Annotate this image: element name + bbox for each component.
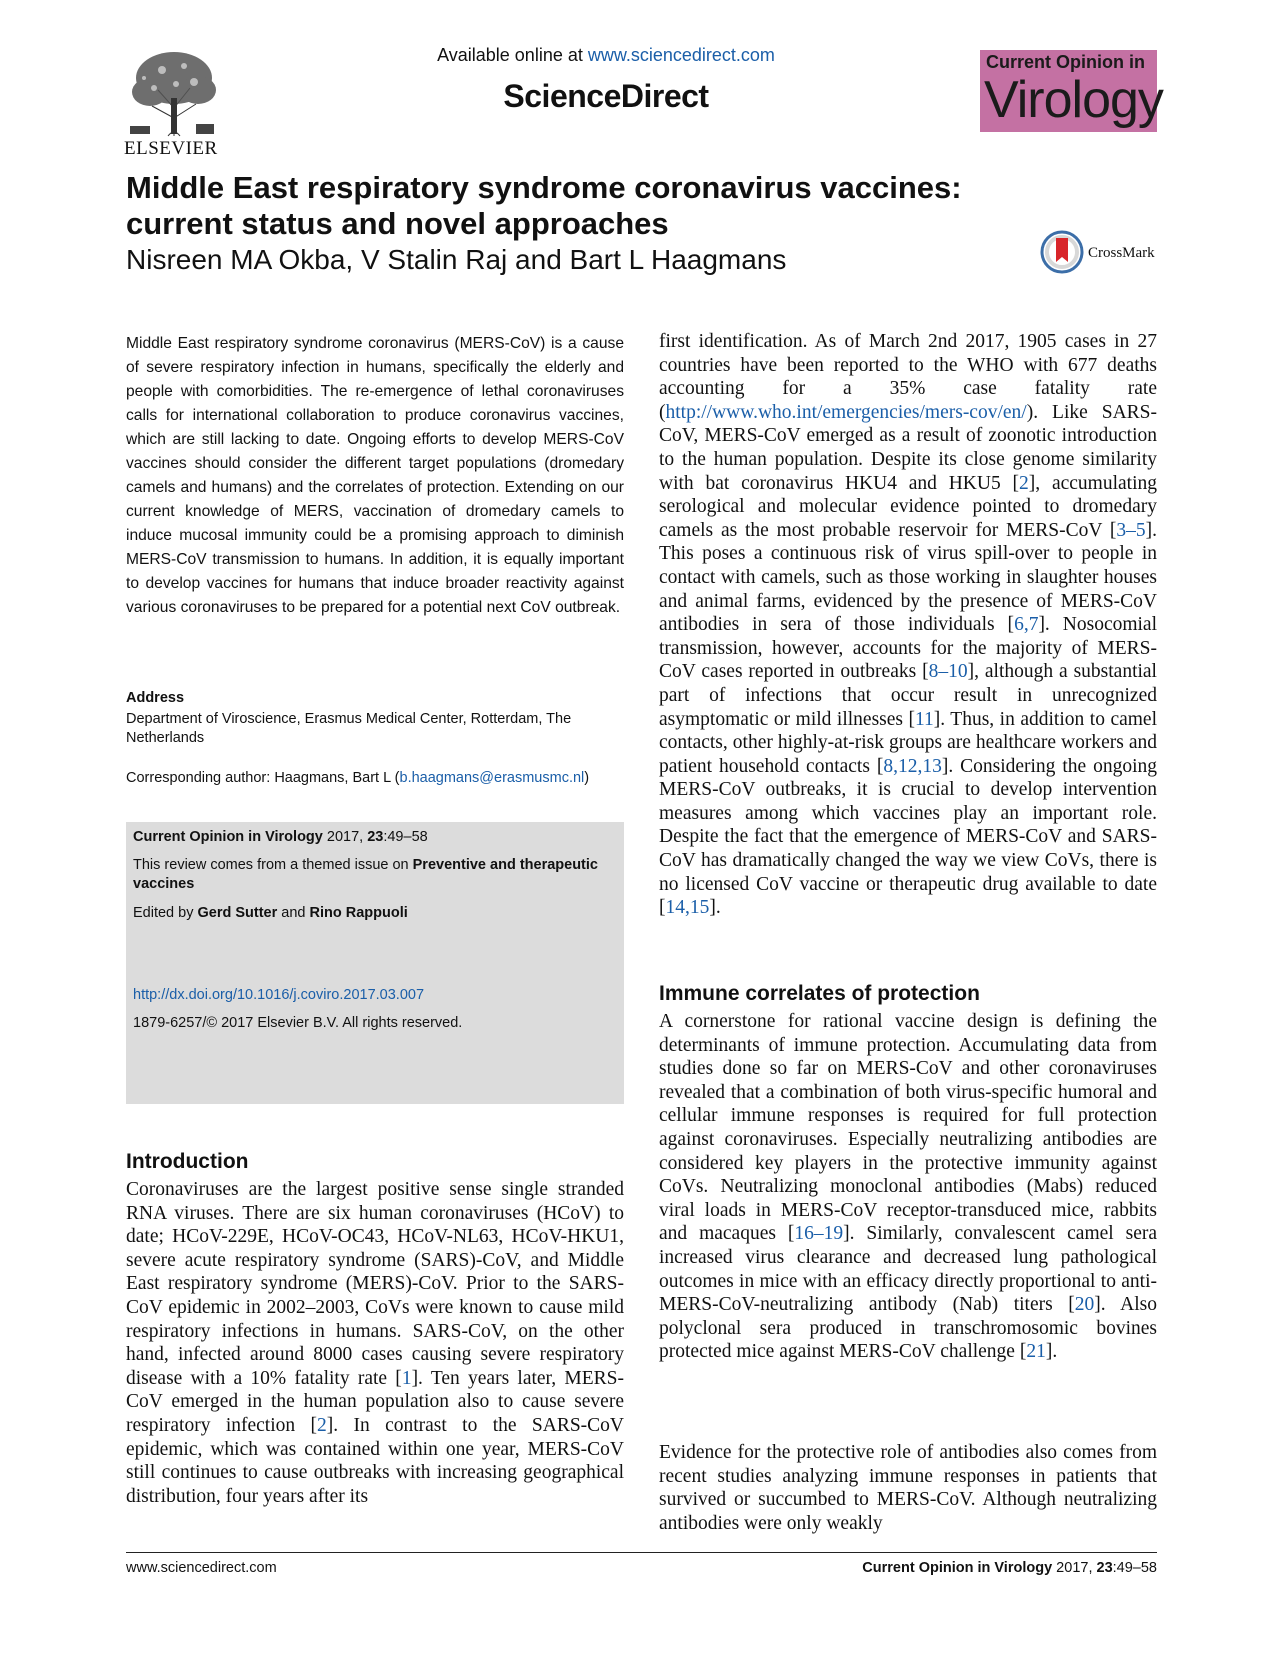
immune-paragraph-2: Evidence for the protective role of antibodies also comes from recent studies analyzing immune responses in patients that survived or succumbed to MERS-CoV. Although neutralizing antibodies were only weakly [659, 1442, 1157, 1534]
address-heading: Address [126, 690, 185, 706]
address-text: Department of Viroscience, Erasmus Medical Center, Rotterdam, The Netherlands [126, 711, 572, 746]
rc-text-c: ], accumulating serological and molecular evidence pointed to dromedary camels as the most probable reservoir for MERS-CoV [ [659, 472, 1157, 541]
ic-text-a: A cornerstone for rational vaccine design is defining the determinants of immune protection. Accumulating data from studies done so far on MERS-CoV and other coronaviruses revealed that a combination of both virus-specific humoral and cellular immune responses is required for full protection against coronaviruses. Especially neutralizing antibodies are considered key players in the protective immunity against CoVs. Neutralizing monoclonal antibodies (Mabs) reduced viral loads in MERS-CoV receptor-transduced mice, rabbits and macaques [ [659, 1011, 1157, 1245]
publisher-name: ELSEVIER [124, 138, 218, 159]
article-title: Middle East respiratory syndrome coronavirus vaccines: current status and novel approaches [126, 170, 962, 241]
journal-badge [980, 50, 1163, 132]
themed-prefix: This review comes from a themed issue on [133, 857, 413, 873]
rc-text-b: ). Like SARS-CoV, MERS-CoV emerged as a result of zoonotic introduction to the human population. Despite its close genome similarity with bat coronavirus HKU4 and HKU5 [ [659, 401, 1157, 494]
article-info-box [126, 822, 624, 1104]
intro-text-a: Coronaviruses are the largest positive sense single stranded RNA viruses. There are six human coronaviruses (HCoV) to date; HCoV-229E, HCoV-OC43, HCoV-NL63, HCoV-HKU1, severe acute respiratory syndrome (SARS)-CoV, and Middle East respiratory syndrome (MERS)-CoV. Prior to the SARS-CoV epidemic in 2002–2003, CoVs were known to cause mild respiratory infections in humans. SARS-CoV, on the other hand, infected around 8000 cases causing severe respiratory disease with a 10% fatality rate [ [126, 1179, 624, 1389]
corr-email-link[interactable]: b.haagmans@erasmusmc.nl [399, 770, 585, 786]
introduction-paragraph [126, 1178, 624, 1508]
sciencedirect-wordmark: ScienceDirect [503, 78, 709, 114]
immune-paragraph-1 [659, 1010, 1157, 1364]
rc-text-a: first identification. As of March 2nd 2017, 1905 cases in 27 countries have been reported to the WHO with 677 deaths accounting for a 35% case fatality rate ( [659, 331, 1157, 423]
edited-prefix: Edited by [133, 905, 198, 921]
ref-link-11[interactable]: 11 [915, 708, 934, 730]
ref-link-1[interactable]: 1 [401, 1367, 412, 1389]
journal-badge-line1: Current Opinion in [986, 52, 1145, 72]
immune-correlates-heading: Immune correlates of protection [659, 982, 980, 1005]
corr-suffix: ) [584, 770, 590, 786]
intro-text-c: ]. In contrast to the SARS-CoV epidemic, which was contained within one year, MERS-CoV still continues to cause outbreaks with increasing geographical distribution, four years after its [126, 1414, 624, 1507]
citation-journal: Current Opinion in Virology [133, 829, 323, 845]
footer-volume: 23 [1096, 1560, 1113, 1576]
footer-pages: :49–58 [1112, 1560, 1157, 1576]
rc-text-e: ]. Nosocomial transmission, however, accounts for the majority of MERS-CoV cases reported in outbreaks [ [659, 614, 1158, 683]
edited-by-line [133, 904, 603, 923]
article-authors: Nisreen MA Okba, V Stalin Raj and Bart L Haagmans [126, 244, 787, 275]
who-link[interactable]: http://www.who.int/emergencies/mers-cov/en/ [665, 401, 1027, 423]
footer-journal: Current Opinion in Virology [862, 1560, 1053, 1576]
ic-text-c: ]. Also polyclonal sera produced in transchromosomic bovines protected mice against MERS-CoV challenge [ [659, 1294, 1157, 1363]
sciencedirect-link[interactable]: www.sciencedirect.com [587, 45, 775, 65]
editor-2: Rino Rappuoli [309, 905, 408, 921]
ref-link-2b[interactable]: 2 [1019, 472, 1029, 494]
footer-site[interactable]: www.sciencedirect.com [126, 1560, 277, 1576]
rc-text-i: ]. [709, 897, 721, 919]
citation-pages: :49–58 [383, 829, 428, 845]
footer-citation [862, 1560, 1157, 1576]
crossmark-label[interactable]: CrossMark [1088, 245, 1155, 261]
rc-text-g: ]. Thus, in addition to camel contacts, other highly-at-risk groups are healthcare workers and patient household contacts [ [659, 708, 1158, 777]
ref-link-8-12-13[interactable]: 8,12,13 [883, 755, 942, 777]
ref-link-21[interactable]: 21 [1026, 1341, 1046, 1363]
intro-text-b: ]. Ten years later, MERS-CoV emerged in the human population also to cause severe respiratory infection [ [126, 1367, 624, 1436]
available-prefix: Available online at [437, 45, 588, 65]
journal-badge-line2: Virology [984, 71, 1163, 129]
rc-text-h: ]. Considering the ongoing MERS-CoV outbreaks, it is crucial to develop intervention measures among which vaccines play an important role. Despite the fact that the emergence of MERS-CoV and SARS-CoV has dramatically changed the way we view CoVs, there is no licensed CoV vaccine or therapeutic drug available to date [ [659, 755, 1157, 919]
footer-divider [126, 1552, 1157, 1553]
corresponding-author [126, 770, 624, 786]
rc-text-d: ]. This poses a continuous risk of virus spill-over to people in contact with camels, such as those working in slaughter houses and animal farms, evidenced by the presence of MERS-CoV antibodies in sera of those individuals [ [659, 519, 1157, 636]
copyright-line: 1879-6257/© 2017 Elsevier B.V. All rights reserved. [133, 1015, 463, 1031]
rc-text-f: ], although a substantial part of infections that occur result in unrecognized asymptomatic or mild illnesses [ [659, 661, 1157, 730]
ic-text-b: ]. Similarly, convalescent camel sera increased virus clearance and decreased lung pathological outcomes in mice with an efficacy directly proportional to anti-MERS-CoV-neutralizing antibody (Nab) titers [ [659, 1223, 1158, 1316]
editor-and: and [277, 905, 310, 921]
ref-link-2[interactable]: 2 [317, 1414, 327, 1436]
citation-line [133, 828, 603, 847]
themed-issue-line [133, 856, 603, 894]
abstract: Middle East respiratory syndrome coronavirus (MERS-CoV) is a cause of severe respiratory infection in humans, specifically the elderly and people with comorbidities. The re-emergence of lethal coronaviruses calls for international collaboration to produce coronavirus vaccines, which are still lacking to date. Ongoing efforts to develop MERS-CoV vaccines should consider the different target populations (dromedary camels and humans) and the correlates of protection. Extending on our current knowledge of MERS, vaccination of dromedary camels to induce mucosal immunity could be a promising approach to diminish MERS-CoV transmission to humans. In addition, it is equally important to develop vaccines for humans that induce broader reactivity against various coronaviruses to be prepared for a potential next CoV outbreak. [126, 335, 624, 616]
doi-link[interactable]: http://dx.doi.org/10.1016/j.coviro.2017.03.007 [133, 987, 425, 1003]
ref-link-16-19[interactable]: 16–19 [794, 1223, 844, 1245]
corr-prefix: Corresponding author: Haagmans, Bart L ( [126, 770, 400, 786]
ref-link-14-15[interactable]: 14,15 [665, 897, 710, 919]
themed-topic: Preventive and therapeutic vaccines [133, 857, 598, 892]
citation-year: 2017, [322, 829, 368, 845]
ref-link-3-5[interactable]: 3–5 [1116, 519, 1146, 541]
introduction-heading: Introduction [126, 1150, 249, 1173]
ref-link-6-7[interactable]: 6,7 [1014, 614, 1039, 636]
intro-continued-paragraph [659, 330, 1157, 920]
available-online-line [426, 45, 786, 66]
editor-1: Gerd Sutter [197, 905, 278, 921]
ref-link-8-10[interactable]: 8–10 [928, 661, 968, 683]
citation-volume: 23 [367, 829, 384, 845]
footer-year: 2017, [1052, 1560, 1097, 1576]
ic-text-d: ]. [1045, 1341, 1058, 1363]
ref-link-20[interactable]: 20 [1074, 1294, 1095, 1316]
